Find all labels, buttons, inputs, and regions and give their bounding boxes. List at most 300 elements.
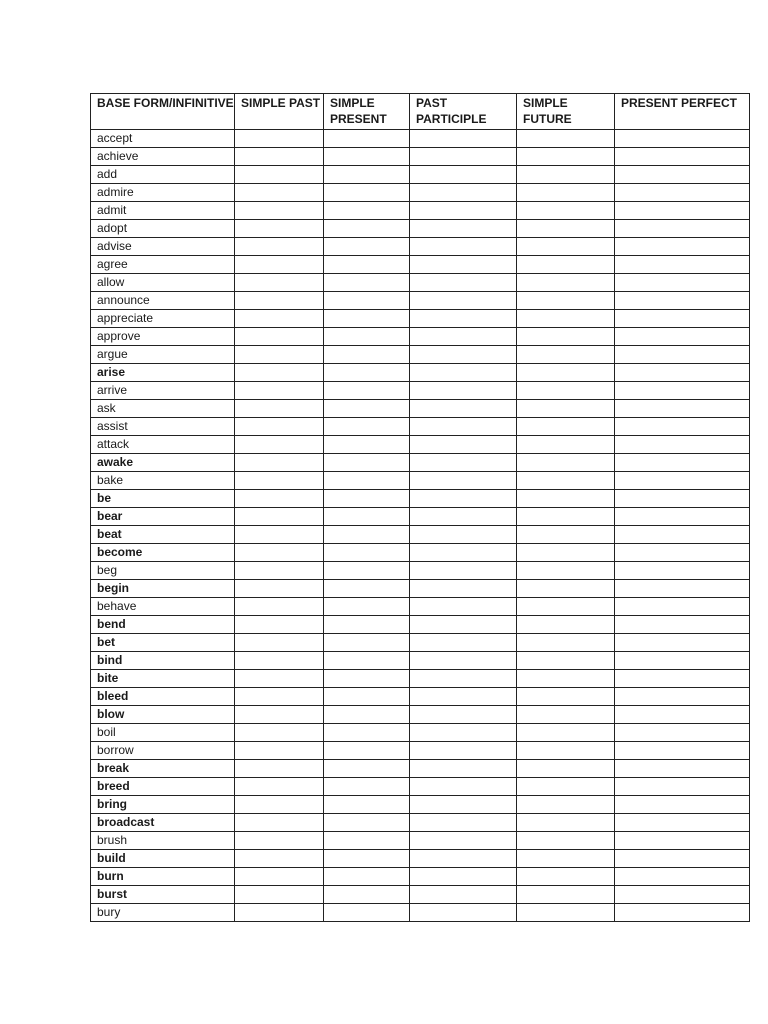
table-row xyxy=(91,508,750,526)
table-row xyxy=(91,436,750,454)
past-participle-cell[interactable] xyxy=(410,454,517,472)
verb-cell: attack xyxy=(91,436,235,454)
past-participle-cell[interactable] xyxy=(410,130,517,148)
simple-past-cell[interactable] xyxy=(235,616,324,634)
past-participle-cell[interactable] xyxy=(410,256,517,274)
past-participle-cell[interactable] xyxy=(410,292,517,310)
verb-cell: adopt xyxy=(91,220,235,238)
table-row xyxy=(91,292,750,310)
past-participle-cell[interactable] xyxy=(410,310,517,328)
simple-present-cell[interactable] xyxy=(324,742,410,760)
verb-cell: add xyxy=(91,166,235,184)
past-participle-cell[interactable] xyxy=(410,688,517,706)
simple-future-cell[interactable] xyxy=(517,310,615,328)
simple-past-cell[interactable] xyxy=(235,454,324,472)
verb-cell: burst xyxy=(91,886,235,904)
simple-present-cell[interactable] xyxy=(324,238,410,256)
simple-past-cell[interactable] xyxy=(235,580,324,598)
present-perfect-cell[interactable] xyxy=(615,814,750,832)
simple-future-cell[interactable] xyxy=(517,382,615,400)
verb-cell: borrow xyxy=(91,742,235,760)
present-perfect-cell[interactable] xyxy=(615,652,750,670)
present-perfect-cell[interactable] xyxy=(615,706,750,724)
simple-present-cell[interactable] xyxy=(324,346,410,364)
simple-past-cell[interactable] xyxy=(235,850,324,868)
simple-past-cell[interactable] xyxy=(235,346,324,364)
simple-present-cell[interactable] xyxy=(324,490,410,508)
simple-present-cell[interactable] xyxy=(324,544,410,562)
simple-present-cell[interactable] xyxy=(324,688,410,706)
simple-past-cell[interactable] xyxy=(235,688,324,706)
simple-future-cell[interactable] xyxy=(517,184,615,202)
verb-cell: announce xyxy=(91,292,235,310)
past-participle-cell[interactable] xyxy=(410,526,517,544)
table-row xyxy=(91,490,750,508)
simple-future-cell[interactable] xyxy=(517,274,615,292)
simple-present-cell[interactable] xyxy=(324,850,410,868)
table-row xyxy=(91,328,750,346)
simple-past-cell[interactable] xyxy=(235,256,324,274)
present-perfect-cell[interactable] xyxy=(615,328,750,346)
simple-past-cell[interactable] xyxy=(235,418,324,436)
table-row xyxy=(91,220,750,238)
table-row xyxy=(91,886,750,904)
present-perfect-cell[interactable] xyxy=(615,796,750,814)
table-row xyxy=(91,814,750,832)
past-participle-cell[interactable] xyxy=(410,562,517,580)
simple-present-cell[interactable] xyxy=(324,796,410,814)
verb-cell: accept xyxy=(91,130,235,148)
simple-future-cell[interactable] xyxy=(517,148,615,166)
simple-past-cell[interactable] xyxy=(235,706,324,724)
simple-past-cell[interactable] xyxy=(235,832,324,850)
present-perfect-cell[interactable] xyxy=(615,238,750,256)
present-perfect-cell[interactable] xyxy=(615,508,750,526)
simple-present-cell[interactable] xyxy=(324,256,410,274)
simple-future-cell[interactable] xyxy=(517,256,615,274)
simple-future-cell[interactable] xyxy=(517,652,615,670)
simple-present-cell[interactable] xyxy=(324,292,410,310)
present-perfect-cell[interactable] xyxy=(615,454,750,472)
table-row xyxy=(91,598,750,616)
simple-present-cell[interactable] xyxy=(324,562,410,580)
simple-future-cell[interactable] xyxy=(517,814,615,832)
simple-future-cell[interactable] xyxy=(517,526,615,544)
present-perfect-cell[interactable] xyxy=(615,670,750,688)
table-row xyxy=(91,850,750,868)
simple-present-cell[interactable] xyxy=(324,418,410,436)
simple-present-cell[interactable] xyxy=(324,454,410,472)
simple-future-cell[interactable] xyxy=(517,778,615,796)
simple-future-cell[interactable] xyxy=(517,580,615,598)
simple-present-cell[interactable] xyxy=(324,634,410,652)
verb-cell: become xyxy=(91,544,235,562)
simple-present-cell[interactable] xyxy=(324,526,410,544)
present-perfect-cell[interactable] xyxy=(615,256,750,274)
simple-future-cell[interactable] xyxy=(517,238,615,256)
table-row xyxy=(91,652,750,670)
past-participle-cell[interactable] xyxy=(410,148,517,166)
simple-future-cell[interactable] xyxy=(517,886,615,904)
verb-cell: bring xyxy=(91,796,235,814)
simple-present-cell[interactable] xyxy=(324,904,410,922)
past-participle-cell[interactable] xyxy=(410,490,517,508)
present-perfect-cell[interactable] xyxy=(615,904,750,922)
simple-future-cell[interactable] xyxy=(517,400,615,418)
simple-past-cell[interactable] xyxy=(235,472,324,490)
present-perfect-cell[interactable] xyxy=(615,616,750,634)
simple-present-cell[interactable] xyxy=(324,310,410,328)
present-perfect-cell[interactable] xyxy=(615,490,750,508)
simple-past-cell[interactable] xyxy=(235,148,324,166)
header-past-participle: PAST PARTICIPLE xyxy=(410,94,517,130)
simple-present-cell[interactable] xyxy=(324,724,410,742)
simple-future-cell[interactable] xyxy=(517,760,615,778)
table-row xyxy=(91,148,750,166)
present-perfect-cell[interactable] xyxy=(615,418,750,436)
simple-past-cell[interactable] xyxy=(235,904,324,922)
header-simple-future: SIMPLE FUTURE xyxy=(517,94,615,130)
simple-past-cell[interactable] xyxy=(235,328,324,346)
verb-cell: blow xyxy=(91,706,235,724)
verb-cell: arise xyxy=(91,364,235,382)
table-row xyxy=(91,904,750,922)
simple-present-cell[interactable] xyxy=(324,166,410,184)
past-participle-cell[interactable] xyxy=(410,220,517,238)
present-perfect-cell[interactable] xyxy=(615,310,750,328)
verb-cell: burn xyxy=(91,868,235,886)
past-participle-cell[interactable] xyxy=(410,418,517,436)
simple-past-cell[interactable] xyxy=(235,310,324,328)
simple-past-cell[interactable] xyxy=(235,508,324,526)
present-perfect-cell[interactable] xyxy=(615,184,750,202)
simple-present-cell[interactable] xyxy=(324,220,410,238)
simple-past-cell[interactable] xyxy=(235,544,324,562)
simple-future-cell[interactable] xyxy=(517,724,615,742)
simple-past-cell[interactable] xyxy=(235,598,324,616)
verb-cell: admire xyxy=(91,184,235,202)
simple-future-cell[interactable] xyxy=(517,328,615,346)
verb-cell: begin xyxy=(91,580,235,598)
table-row xyxy=(91,796,750,814)
verb-cell: agree xyxy=(91,256,235,274)
verb-cell: behave xyxy=(91,598,235,616)
present-perfect-cell[interactable] xyxy=(615,634,750,652)
table-row xyxy=(91,256,750,274)
present-perfect-cell[interactable] xyxy=(615,886,750,904)
simple-present-cell[interactable] xyxy=(324,616,410,634)
simple-past-cell[interactable] xyxy=(235,814,324,832)
verb-cell: bury xyxy=(91,904,235,922)
present-perfect-cell[interactable] xyxy=(615,130,750,148)
past-participle-cell[interactable] xyxy=(410,796,517,814)
simple-past-cell[interactable] xyxy=(235,778,324,796)
present-perfect-cell[interactable] xyxy=(615,526,750,544)
simple-past-cell[interactable] xyxy=(235,760,324,778)
present-perfect-cell[interactable] xyxy=(615,382,750,400)
present-perfect-cell[interactable] xyxy=(615,778,750,796)
table-row xyxy=(91,238,750,256)
verb-cell: bite xyxy=(91,670,235,688)
present-perfect-cell[interactable] xyxy=(615,742,750,760)
verb-cell: approve xyxy=(91,328,235,346)
table-row xyxy=(91,634,750,652)
simple-future-cell[interactable] xyxy=(517,220,615,238)
past-participle-cell[interactable] xyxy=(410,742,517,760)
simple-future-cell[interactable] xyxy=(517,562,615,580)
past-participle-cell[interactable] xyxy=(410,598,517,616)
verb-cell: argue xyxy=(91,346,235,364)
simple-present-cell[interactable] xyxy=(324,436,410,454)
simple-present-cell[interactable] xyxy=(324,760,410,778)
past-participle-cell[interactable] xyxy=(410,400,517,418)
verb-cell: appreciate xyxy=(91,310,235,328)
table-row xyxy=(91,526,750,544)
simple-present-cell[interactable] xyxy=(324,184,410,202)
past-participle-cell[interactable] xyxy=(410,670,517,688)
verb-cell: beg xyxy=(91,562,235,580)
simple-past-cell[interactable] xyxy=(235,274,324,292)
simple-past-cell[interactable] xyxy=(235,886,324,904)
simple-present-cell[interactable] xyxy=(324,328,410,346)
present-perfect-cell[interactable] xyxy=(615,148,750,166)
simple-future-cell[interactable] xyxy=(517,202,615,220)
simple-future-cell[interactable] xyxy=(517,670,615,688)
table-row xyxy=(91,670,750,688)
simple-past-cell[interactable] xyxy=(235,166,324,184)
past-participle-cell[interactable] xyxy=(410,328,517,346)
past-participle-cell[interactable] xyxy=(410,274,517,292)
past-participle-cell[interactable] xyxy=(410,868,517,886)
simple-present-cell[interactable] xyxy=(324,868,410,886)
simple-future-cell[interactable] xyxy=(517,904,615,922)
simple-past-cell[interactable] xyxy=(235,796,324,814)
present-perfect-cell[interactable] xyxy=(615,436,750,454)
present-perfect-cell[interactable] xyxy=(615,346,750,364)
table-row xyxy=(91,544,750,562)
present-perfect-cell[interactable] xyxy=(615,562,750,580)
table-row xyxy=(91,202,750,220)
simple-past-cell[interactable] xyxy=(235,184,324,202)
past-participle-cell[interactable] xyxy=(410,832,517,850)
simple-future-cell[interactable] xyxy=(517,490,615,508)
simple-future-cell[interactable] xyxy=(517,346,615,364)
simple-future-cell[interactable] xyxy=(517,508,615,526)
verb-cell: break xyxy=(91,760,235,778)
header-simple-past: SIMPLE PAST xyxy=(235,94,324,130)
simple-future-cell[interactable] xyxy=(517,868,615,886)
verb-cell: breed xyxy=(91,778,235,796)
verb-cell: bet xyxy=(91,634,235,652)
simple-present-cell[interactable] xyxy=(324,364,410,382)
simple-future-cell[interactable] xyxy=(517,598,615,616)
simple-past-cell[interactable] xyxy=(235,652,324,670)
verb-cell: admit xyxy=(91,202,235,220)
table-row xyxy=(91,346,750,364)
verb-cell: build xyxy=(91,850,235,868)
present-perfect-cell[interactable] xyxy=(615,400,750,418)
header-base-form: BASE FORM/INFINITIVE xyxy=(91,94,235,130)
table-row xyxy=(91,742,750,760)
simple-past-cell[interactable] xyxy=(235,292,324,310)
simple-present-cell[interactable] xyxy=(324,580,410,598)
table-row xyxy=(91,130,750,148)
verb-cell: bear xyxy=(91,508,235,526)
present-perfect-cell[interactable] xyxy=(615,724,750,742)
past-participle-cell[interactable] xyxy=(410,616,517,634)
simple-present-cell[interactable] xyxy=(324,472,410,490)
past-participle-cell[interactable] xyxy=(410,652,517,670)
table-row xyxy=(91,400,750,418)
past-participle-cell[interactable] xyxy=(410,706,517,724)
simple-present-cell[interactable] xyxy=(324,508,410,526)
past-participle-cell[interactable] xyxy=(410,364,517,382)
past-participle-cell[interactable] xyxy=(410,544,517,562)
simple-past-cell[interactable] xyxy=(235,868,324,886)
simple-future-cell[interactable] xyxy=(517,418,615,436)
simple-present-cell[interactable] xyxy=(324,814,410,832)
simple-past-cell[interactable] xyxy=(235,562,324,580)
table-row xyxy=(91,868,750,886)
present-perfect-cell[interactable] xyxy=(615,598,750,616)
past-participle-cell[interactable] xyxy=(410,508,517,526)
past-participle-cell[interactable] xyxy=(410,166,517,184)
past-participle-cell[interactable] xyxy=(410,382,517,400)
simple-future-cell[interactable] xyxy=(517,850,615,868)
past-participle-cell[interactable] xyxy=(410,814,517,832)
table-row xyxy=(91,706,750,724)
simple-future-cell[interactable] xyxy=(517,832,615,850)
simple-future-cell[interactable] xyxy=(517,616,615,634)
simple-future-cell[interactable] xyxy=(517,454,615,472)
past-participle-cell[interactable] xyxy=(410,238,517,256)
present-perfect-cell[interactable] xyxy=(615,166,750,184)
simple-present-cell[interactable] xyxy=(324,598,410,616)
past-participle-cell[interactable] xyxy=(410,436,517,454)
table-body xyxy=(91,130,750,922)
header-simple-present: SIMPLE PRESENT xyxy=(324,94,410,130)
table-row xyxy=(91,688,750,706)
past-participle-cell[interactable] xyxy=(410,472,517,490)
past-participle-cell[interactable] xyxy=(410,184,517,202)
past-participle-cell[interactable] xyxy=(410,904,517,922)
verb-cell: broadcast xyxy=(91,814,235,832)
present-perfect-cell[interactable] xyxy=(615,760,750,778)
simple-future-cell[interactable] xyxy=(517,796,615,814)
simple-present-cell[interactable] xyxy=(324,886,410,904)
table-row xyxy=(91,724,750,742)
present-perfect-cell[interactable] xyxy=(615,202,750,220)
simple-past-cell[interactable] xyxy=(235,742,324,760)
past-participle-cell[interactable] xyxy=(410,850,517,868)
simple-present-cell[interactable] xyxy=(324,652,410,670)
past-participle-cell[interactable] xyxy=(410,346,517,364)
past-participle-cell[interactable] xyxy=(410,760,517,778)
simple-past-cell[interactable] xyxy=(235,202,324,220)
verb-cell: awake xyxy=(91,454,235,472)
past-participle-cell[interactable] xyxy=(410,634,517,652)
present-perfect-cell[interactable] xyxy=(615,472,750,490)
simple-future-cell[interactable] xyxy=(517,706,615,724)
simple-present-cell[interactable] xyxy=(324,382,410,400)
simple-present-cell[interactable] xyxy=(324,778,410,796)
present-perfect-cell[interactable] xyxy=(615,850,750,868)
simple-future-cell[interactable] xyxy=(517,166,615,184)
present-perfect-cell[interactable] xyxy=(615,868,750,886)
table-row xyxy=(91,184,750,202)
simple-present-cell[interactable] xyxy=(324,148,410,166)
simple-past-cell[interactable] xyxy=(235,238,324,256)
past-participle-cell[interactable] xyxy=(410,778,517,796)
present-perfect-cell[interactable] xyxy=(615,544,750,562)
present-perfect-cell[interactable] xyxy=(615,688,750,706)
past-participle-cell[interactable] xyxy=(410,202,517,220)
simple-future-cell[interactable] xyxy=(517,742,615,760)
simple-past-cell[interactable] xyxy=(235,634,324,652)
table-row xyxy=(91,364,750,382)
past-participle-cell[interactable] xyxy=(410,886,517,904)
simple-past-cell[interactable] xyxy=(235,724,324,742)
table-row xyxy=(91,778,750,796)
simple-past-cell[interactable] xyxy=(235,130,324,148)
table-row xyxy=(91,310,750,328)
simple-future-cell[interactable] xyxy=(517,472,615,490)
verb-cell: beat xyxy=(91,526,235,544)
simple-future-cell[interactable] xyxy=(517,634,615,652)
simple-past-cell[interactable] xyxy=(235,490,324,508)
simple-past-cell[interactable] xyxy=(235,364,324,382)
present-perfect-cell[interactable] xyxy=(615,274,750,292)
simple-future-cell[interactable] xyxy=(517,130,615,148)
present-perfect-cell[interactable] xyxy=(615,580,750,598)
present-perfect-cell[interactable] xyxy=(615,364,750,382)
simple-present-cell[interactable] xyxy=(324,670,410,688)
simple-present-cell[interactable] xyxy=(324,832,410,850)
verb-cell: bleed xyxy=(91,688,235,706)
simple-future-cell[interactable] xyxy=(517,364,615,382)
simple-present-cell[interactable] xyxy=(324,706,410,724)
past-participle-cell[interactable] xyxy=(410,724,517,742)
present-perfect-cell[interactable] xyxy=(615,292,750,310)
table-row xyxy=(91,580,750,598)
present-perfect-cell[interactable] xyxy=(615,220,750,238)
verb-cell: allow xyxy=(91,274,235,292)
simple-past-cell[interactable] xyxy=(235,436,324,454)
simple-future-cell[interactable] xyxy=(517,688,615,706)
table-row xyxy=(91,616,750,634)
table-header-row xyxy=(91,94,750,130)
simple-future-cell[interactable] xyxy=(517,436,615,454)
simple-future-cell[interactable] xyxy=(517,292,615,310)
simple-past-cell[interactable] xyxy=(235,400,324,418)
simple-past-cell[interactable] xyxy=(235,220,324,238)
past-participle-cell[interactable] xyxy=(410,580,517,598)
simple-past-cell[interactable] xyxy=(235,670,324,688)
simple-future-cell[interactable] xyxy=(517,544,615,562)
table-row xyxy=(91,562,750,580)
verb-cell: be xyxy=(91,490,235,508)
simple-present-cell[interactable] xyxy=(324,202,410,220)
simple-present-cell[interactable] xyxy=(324,274,410,292)
verb-cell: brush xyxy=(91,832,235,850)
present-perfect-cell[interactable] xyxy=(615,832,750,850)
simple-past-cell[interactable] xyxy=(235,382,324,400)
verb-cell: bend xyxy=(91,616,235,634)
simple-present-cell[interactable] xyxy=(324,130,410,148)
table-row xyxy=(91,472,750,490)
simple-present-cell[interactable] xyxy=(324,400,410,418)
simple-past-cell[interactable] xyxy=(235,526,324,544)
